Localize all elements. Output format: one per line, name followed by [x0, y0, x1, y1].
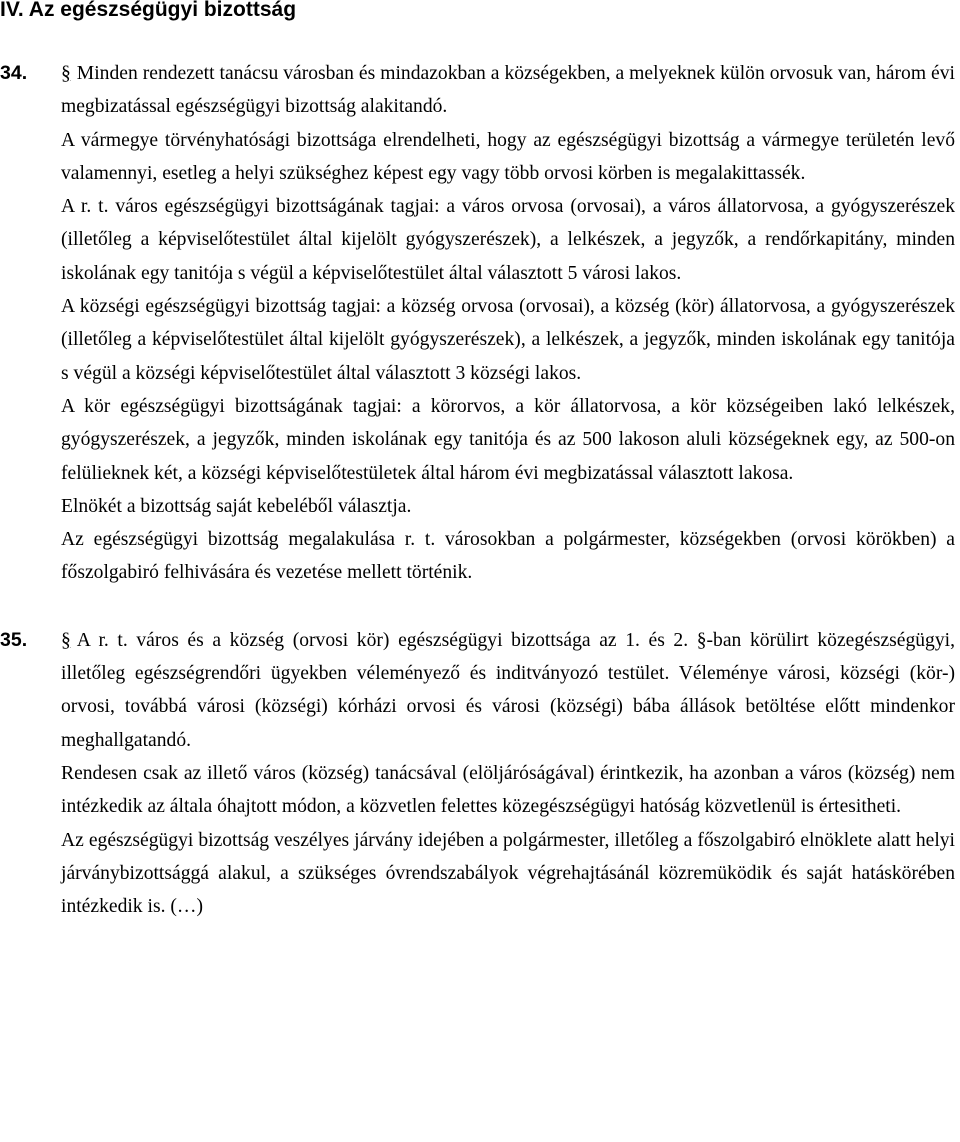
paragraph: A vármegye törvényhatósági bizottsága elrendelheti, hogy az egészségügyi bizottság a vármegye területén levő valamennyi, esetleg a helyi szükséghez képest egy vagy több orvosi körben is megalakittassék. — [61, 129, 955, 184]
section-number: 34. — [0, 62, 28, 84]
section-symbol: § — [61, 63, 71, 84]
paragraph: Elnökét a bizottság saját kebeléből választja. — [61, 495, 412, 517]
document-body — [0, 57, 955, 923]
paragraph-text: A r. t. város és a község (orvosi kör) egészségügyi bizottsága az 1. és 2. §-ban körülirt közegészségügyi, illetőleg egészségrendőri ügyekben véleményező és inditványozó testület. Véleménye városi, községi (kör-) orvosi, továbbá városi (községi) kórházi orvosi és városi (községi) bába állások betöltése előtt mindenkor meghallgatandó. — [61, 629, 955, 751]
chapter-heading: IV. Az egészségügyi bizottság — [0, 0, 297, 21]
paragraph: Az egészségügyi bizottság megalakulása r. t. városokban a polgármester, községekben (orvosi körökben) a főszolgabiró felhivására és vezetése mellett történik. — [61, 529, 955, 584]
paragraph: A községi egészségügyi bizottság tagjai: a község orvosa (orvosai), a község (kör) állatorvosa, a gyógyszerészek (illetőleg a képviselőtestület által kijelölt gyógyszerészek), a lelkészek, a jegyzők, minden iskolának egy tanitója s végül a községi képviselőtestület által választott 3 községi lakos. — [61, 296, 955, 384]
paragraph: A kör egészségügyi bizottságának tagjai: a körorvos, a kör állatorvosa, a kör községeiben lakó lelkészek, gyógyszerészek, a jegyzők, minden iskolának egy tanitója és az 500 lakoson aluli községeknek egy, az 500-on felülieknek két, a községi képviselőtestületek által három évi megbizatással választott lakosa. — [61, 395, 955, 484]
paragraph — [61, 57, 955, 124]
section-34 — [0, 57, 955, 590]
paragraph-text: Minden rendezett tanácsu városban és mindazokban a községekben, a melyeknek külön orvosuk van, három évi megbizatással egészségügyi bizottság alakitandó. — [61, 63, 955, 118]
section-symbol: § — [61, 629, 71, 651]
paragraph: Az egészségügyi bizottság veszélyes járvány idejében a polgármester, illetőleg a főszolgabiró elnöklete alatt helyi járványbizottsággá alakul, a szükséges óvrendszabályok végrehajtásánál közremüködik és saját hatáskörében intézkedik is. (…) — [61, 829, 955, 918]
paragraph: A r. t. város egészségügyi bizottságának tagjai: a város orvosa (orvosai), a város állatorvosa, a gyógyszerészek (illetőleg a képviselőtestület által kijelölt gyógyszerészek), a lelkészek, a jegyzők, a rendőrkapitány, minden iskolának egy tanitója s végül a képviselőtestület által választott 5 városi lakos. — [61, 196, 955, 284]
paragraph: Rendesen csak az illető város (község) tanácsával (elöljáróságával) érintkezik, ha azonban a város (község) nem intézkedik az általa óhajtott módon, a közvetlen felettes közegészségügyi hatóság közvetlenül is értesitheti. — [61, 762, 955, 818]
section-35 — [0, 624, 955, 924]
paragraph — [61, 624, 955, 757]
section-number: 35. — [0, 628, 28, 651]
